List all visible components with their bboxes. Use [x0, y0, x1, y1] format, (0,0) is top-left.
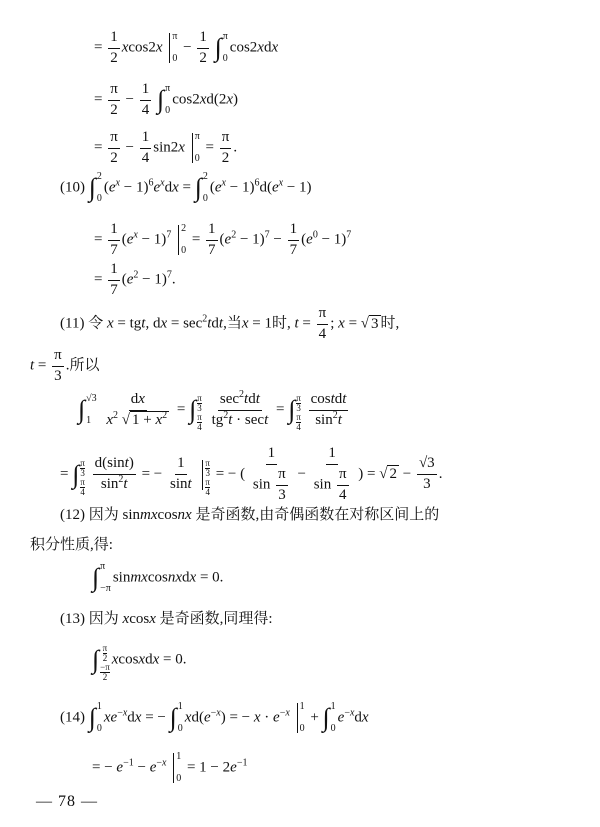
eq-line-2: = $\frac{\pi}{2}$ − $\frac{1}{4}$ ∫ π 0 cos2xd(2x) — [94, 81, 239, 118]
item-label: (11) — [60, 315, 85, 332]
item-12-line-3: ∫ π −π sinmxcosnxdx = 0. — [92, 561, 224, 594]
item-11-line-3: ∫ √3 1 $\frac{dx}{x^2 √ 1 + x^2}$ = ∫ π 3 π 4 $\frac{\sec^2tdt}{tg^2t \cdot \sec t}$ = ∫ π 3 π 4 $\frac{\text{costdt}}{\sin^2t}$ — [78, 389, 347, 433]
item-11-line-1: (11) 令 x = tgt, dx = $\sec^2tdt$,当x = 1时, t = $\frac{\pi}{4}$ ; x = √ 3 时, — [60, 305, 400, 342]
item-11-line-2: t = $\frac{\pi}{3}$ .所以 — [30, 347, 100, 384]
item-10-line-2: = $\frac{1}{7}$ $(e^x - 1)^7$ 2 0 = $\frac{1}{7}$ $(e^2 - 1)^7$ − $\frac{1}{7}$ $(e^0 - 1)^7$ — [94, 221, 352, 258]
page-number: — 78 — — [36, 793, 98, 810]
item-13-line-1: (13) 因为 xcosx 是奇函数,同理得: — [60, 611, 273, 627]
item-label: (12) — [60, 507, 85, 523]
item-14-line-2: = − $e^{-1} - e^{-x}$ 1 0 = $1 - 2e^{-1}$ — [92, 751, 248, 784]
item-label: (14) — [60, 709, 85, 726]
item-10-line-3: = $\frac{1}{7}$ $(e^2 - 1)^7$. — [94, 261, 176, 298]
item-12-line-2: 积分性质,得: — [30, 537, 113, 553]
item-label: (13) — [60, 611, 85, 627]
item-13-line-2: ∫ π 2 −π 2 xcosxdx = 0. — [92, 643, 187, 682]
item-label: (10) — [60, 179, 85, 196]
eq-line-3: = $\frac{\pi}{2}$ − $\frac{1}{4}$ sin2x π 0 = $\frac{\pi}{2}$ . — [94, 129, 238, 166]
item-10-line-1: (10) ∫ 2 0 $(e^x - 1)^6e^xdx$ = ∫ 2 0 $(e^x - 1)^6d(e^x - 1)$ — [60, 171, 312, 204]
eq-line-1: = $\frac{1}{2}$ xcos2x π 0 − $\frac{1}{2}$ ∫ π 0 cos2xdx — [94, 29, 279, 66]
item-11-line-4: = ∫ π 3 π 4 $\frac{d(\sin t)}{\sin^2t}$ = − $\frac{1}{\sin t}$ π 3 π 4 = − ( 1 sin $\frac{\pi}{3}$ − 1 sin $\frac{\pi}{4}$ ) = √ 2 − $\frac{√3}{3}$ . — [60, 445, 443, 503]
item-14-line-1: (14) ∫ 1 0 $xe^{-x}dx$ = − ∫ 1 0 $xd(e^{-x})$ = − $x \cdot e^{-x}$ 1 0 + ∫ 1 0 $e^{-x}dx$ — [60, 701, 369, 734]
item-12-line-1: (12) 因为 sinmxcosnx 是奇函数,由奇偶函数在对称区间上的 — [60, 507, 440, 523]
